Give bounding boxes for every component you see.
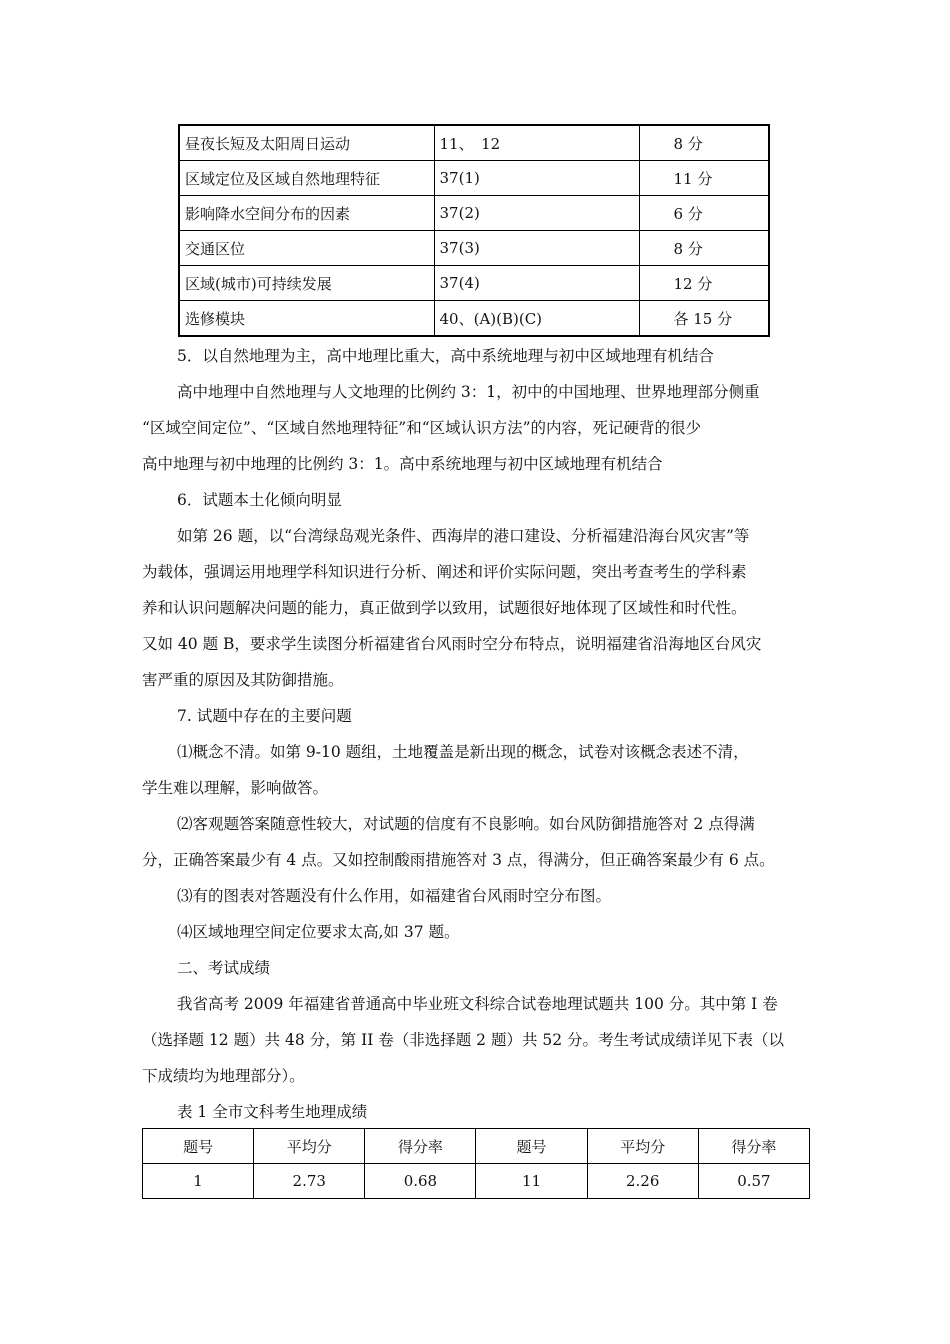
column-header: 得分率 xyxy=(698,1129,809,1164)
part-2 xyxy=(142,950,812,1130)
paragraph-line: “区域空间定位”、“区域自然地理特征”和“区域认识方法”的内容，死记硬背的很少 xyxy=(142,419,702,437)
paragraph-line: 为载体，强调运用地理学科知识进行分析、阐述和评价实际问题，突出考查考生的学科素 xyxy=(142,563,747,581)
paragraph-line: 又如 40 题 B，要求学生读图分析福建省台风雨时空分布特点，说明福建省沿海地区台风灾 xyxy=(142,635,762,653)
table-row xyxy=(179,196,769,231)
topic-cell: 交通区位 xyxy=(179,231,434,266)
table-cell: 0.57 xyxy=(698,1164,809,1199)
table-cell: 2.73 xyxy=(254,1164,365,1199)
column-header: 平均分 xyxy=(254,1129,365,1164)
table-cell: 2.26 xyxy=(587,1164,698,1199)
column-header: 题号 xyxy=(476,1129,587,1164)
table-row xyxy=(179,231,769,266)
table-caption: 表 1 全市文科考生地理成绩 xyxy=(177,1103,368,1121)
paragraph-line: ⑵客观题答案随意性较大，对试题的信度有不良影响。如台风防御措施答对 2 点得满 xyxy=(177,815,755,833)
paragraph-line: 养和认识问题解决问题的能力，真正做到学以致用，试题很好地体现了区域性和时代性。 xyxy=(142,599,747,617)
paragraph-line: （选择题 12 题）共 48 分，第 II 卷（非选择题 2 题）共 52 分。考生考试成绩详见下表（以 xyxy=(142,1031,785,1049)
score-cell: 11 分 xyxy=(639,161,769,196)
paragraph-line: 下成绩均为地理部分）。 xyxy=(142,1067,305,1085)
section-5 xyxy=(142,338,812,482)
topic-cell: 昼夜长短及太阳周日运动 xyxy=(179,125,434,161)
scores-table xyxy=(142,1128,810,1199)
paragraph-line: 高中地理与初中地理的比例约 3：1。高中系统地理与初中区域地理有机结合 xyxy=(142,455,663,473)
paragraph-line: 如第 26 题，以“台湾绿岛观光条件、西海岸的港口建设、分析福建沿海台风灾害”等 xyxy=(177,527,750,545)
section-heading: 二、考试成绩 xyxy=(177,959,271,977)
score-cell: 12 分 xyxy=(639,266,769,301)
item-cell: 11、 12 xyxy=(434,125,639,161)
section-6 xyxy=(142,482,812,698)
paragraph-line: ⑶有的图表对答题没有什么作用，如福建省台风雨时空分布图。 xyxy=(177,887,612,905)
score-cell: 各 15 分 xyxy=(639,301,769,337)
item-cell: 37(3) xyxy=(434,231,639,266)
column-header: 平均分 xyxy=(587,1129,698,1164)
table-row xyxy=(179,301,769,337)
section-heading: 5．以自然地理为主，高中地理比重大，高中系统地理与初中区域地理有机结合 xyxy=(177,347,714,365)
topic-cell: 区域定位及区域自然地理特征 xyxy=(179,161,434,196)
item-cell: 37(4) xyxy=(434,266,639,301)
item-cell: 37(2) xyxy=(434,196,639,231)
score-cell: 8 分 xyxy=(639,231,769,266)
item-cell: 37(1) xyxy=(434,161,639,196)
paragraph-line: ⑴概念不清。如第 9-10 题组，土地覆盖是新出现的概念，试卷对该概念表述不清， xyxy=(177,743,749,761)
table-cell: 1 xyxy=(143,1164,254,1199)
table-cell: 11 xyxy=(476,1164,587,1199)
paragraph-line: 高中地理中自然地理与人文地理的比例约 3：1，初中的中国地理、世界地理部分侧重 xyxy=(177,383,760,401)
paragraph-line: 分，正确答案最少有 4 点。又如控制酸雨措施答对 3 点，得满分，但正确答案最少有 6 点。 xyxy=(142,851,775,869)
paragraph-line: 害严重的原因及其防御措施。 xyxy=(142,671,344,689)
section-7 xyxy=(142,698,812,950)
score-cell: 8 分 xyxy=(639,125,769,161)
table-row xyxy=(179,161,769,196)
table-cell: 0.68 xyxy=(365,1164,476,1199)
paragraph-line: 学生难以理解，影响做答。 xyxy=(142,779,329,797)
paragraph-line: ⑷区域地理空间定位要求太高,如 37 题。 xyxy=(177,923,460,941)
table-header-row xyxy=(143,1129,810,1164)
table-row xyxy=(179,266,769,301)
column-header: 题号 xyxy=(143,1129,254,1164)
section-heading: 7. 试题中存在的主要问题 xyxy=(177,707,352,725)
paragraph-line: 我省高考 2009 年福建省普通高中毕业班文科综合试卷地理试题共 100 分。其中第 I 卷 xyxy=(177,995,778,1013)
column-header: 得分率 xyxy=(365,1129,476,1164)
item-cell: 40、(A)(B)(C) xyxy=(434,301,639,337)
topic-cell: 选修模块 xyxy=(179,301,434,337)
score-cell: 6 分 xyxy=(639,196,769,231)
section-heading: 6．试题本土化倾向明显 xyxy=(177,491,342,509)
table-row xyxy=(179,125,769,161)
table-row xyxy=(143,1164,810,1199)
topic-cell: 区域(城市)可持续发展 xyxy=(179,266,434,301)
topic-cell: 影响降水空间分布的因素 xyxy=(179,196,434,231)
topic-table xyxy=(178,124,770,337)
